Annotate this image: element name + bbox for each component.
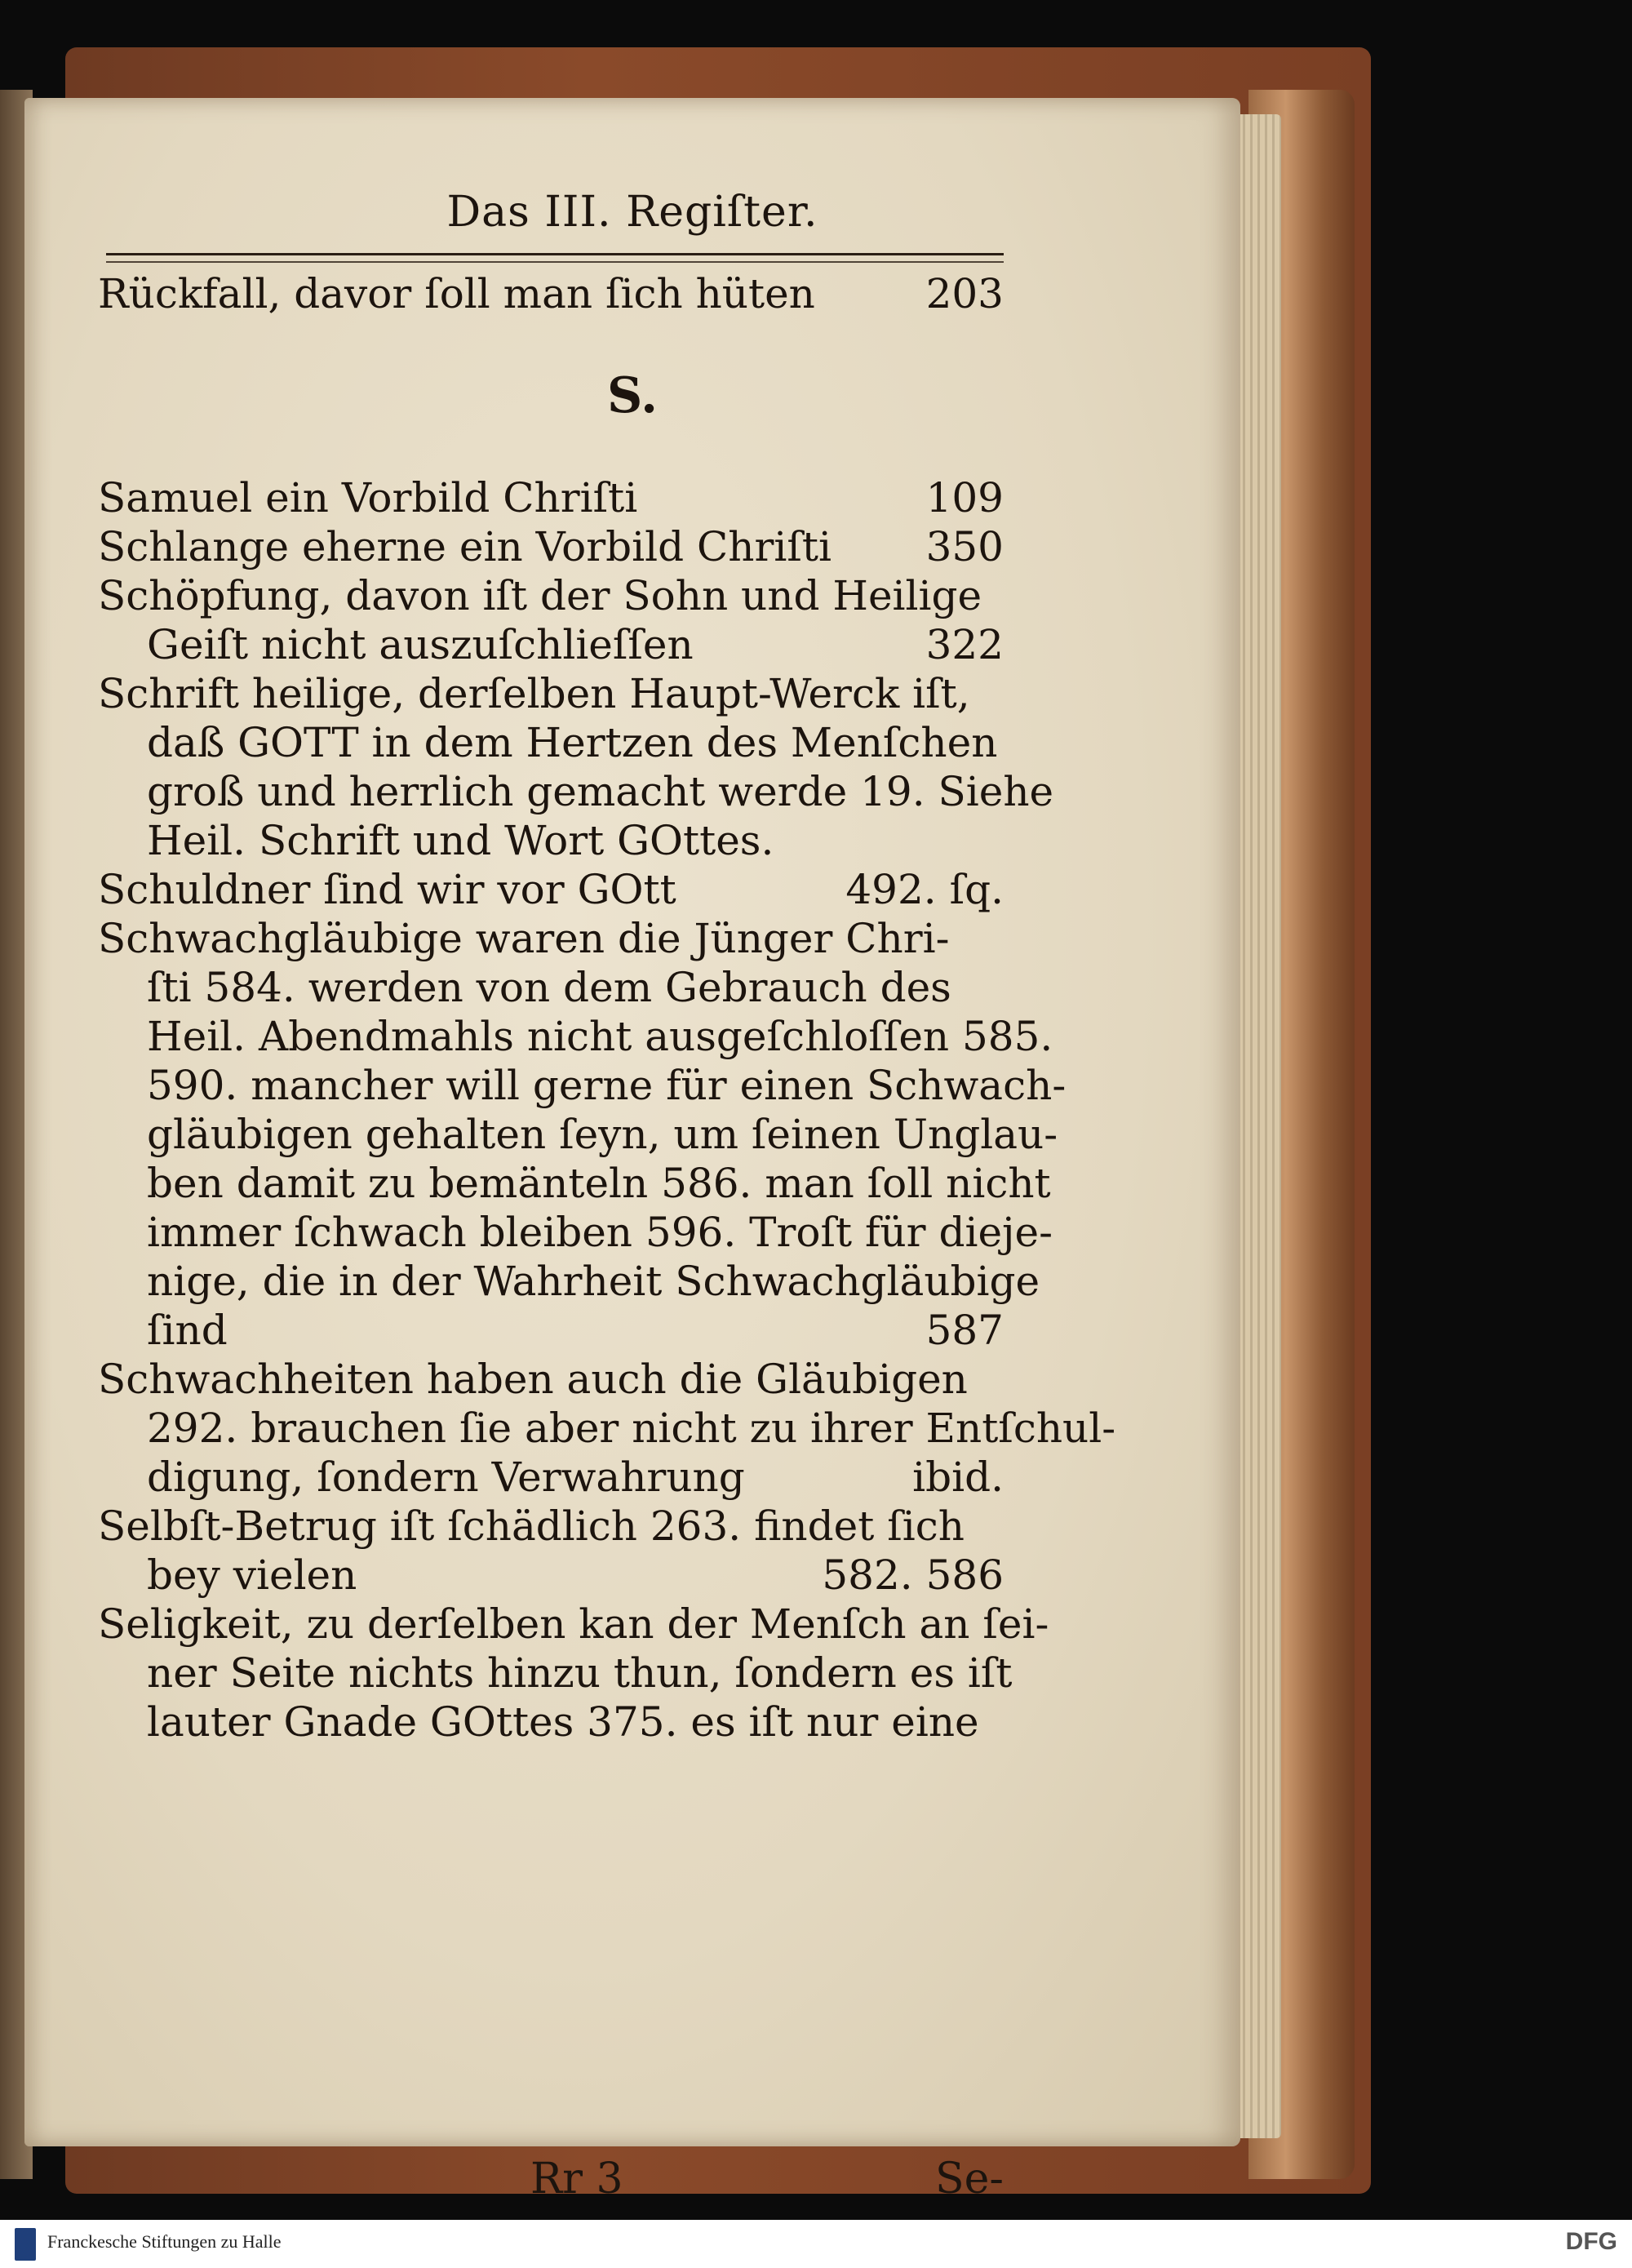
entry-text: groß und herrlich gemacht werde 19. Siehe [147, 768, 1054, 815]
register-entry-line [147, 816, 1004, 865]
entry-text: Schlange eherne ein Vorbild Chriſti [98, 523, 832, 570]
catchword: Se- [935, 2155, 1004, 2204]
header-rule [106, 253, 1004, 255]
entry-text: bey vielen [147, 1551, 357, 1599]
register-entry-line [98, 865, 1004, 914]
register-entry-line [147, 1698, 1004, 1746]
entry-text: Heil. Abendmahls nicht ausgeſchloſſen 585. [147, 1013, 1053, 1060]
entry-text: immer ſchwach bleiben 596. Troſt für dieje- [147, 1209, 1053, 1256]
signature-mark: Rr 3 [530, 2155, 623, 2204]
entry-text: Schrift heilige, derſelben Haupt-Werck iſt, [98, 670, 970, 717]
entry-text: nige, die in der Wahrheit Schwachgläubige [147, 1258, 1040, 1305]
register-entry-line [147, 1404, 1116, 1453]
register-entry-line [98, 571, 1004, 620]
register-entry-line [98, 269, 1004, 318]
entry-text: 292. brauchen ſie aber nicht zu ihrer Entſchul- [147, 1405, 1116, 1452]
entry-text: Rückfall, davor ſoll man ſich hüten [98, 270, 815, 317]
entry-text: ſti 584. werden von dem Gebrauch des [147, 964, 951, 1011]
entry-text: Schöpfung, davon iſt der Sohn und Heilige [98, 572, 982, 619]
entry-page-ref: 322 [925, 621, 1004, 668]
register-entry-line [147, 1012, 1053, 1061]
running-header: Das III. Regiſter. [446, 188, 818, 237]
entry-text: Heil. Schrift und Wort GOttes. [147, 817, 774, 864]
register-entry-line [98, 1600, 1049, 1649]
entry-text: Schwachheiten haben auch die Gläubigen [98, 1356, 968, 1403]
register-entry-line [147, 1306, 1004, 1355]
entry-text: 590. mancher will gerne für einen Schwach- [147, 1062, 1067, 1109]
entry-text: daß GOTT in dem Hertzen des Menſchen [147, 719, 998, 766]
entry-text: digung, ſondern Verwahrung [147, 1454, 745, 1501]
register-entry-line [147, 1208, 1053, 1257]
register-entry-line [147, 718, 1004, 767]
register-entry-line [147, 1453, 1004, 1502]
entry-page-ref: 109 [925, 474, 1004, 522]
register-entry-line [147, 620, 1004, 669]
entry-text: lauter Gnade GOttes 375. es iſt nur eine [147, 1698, 979, 1746]
entry-text: Samuel ein Vorbild Chriſti [98, 474, 638, 522]
entry-text: Schuldner ſind wir vor GOtt [98, 866, 676, 913]
section-letter: S. [606, 367, 659, 424]
entry-page-ref: ibid. [912, 1454, 1004, 1501]
register-entry-line [98, 473, 1004, 522]
register-entry-line [98, 522, 1004, 571]
register-entry-line [98, 669, 1004, 718]
register-entry-line [147, 1649, 1013, 1698]
register-entry-line [147, 1159, 1051, 1208]
register-entry-line [147, 1061, 1067, 1110]
register-entry-line [147, 1110, 1058, 1159]
entry-text: ſind [147, 1307, 228, 1354]
dfg-logo: DFG [1565, 2228, 1617, 2255]
entry-text: ben damit zu bemänteln 586. man ſoll nicht [147, 1160, 1051, 1207]
register-entry-line [147, 1257, 1040, 1306]
entry-text: ner Seite nichts hinzu thun, ſondern es iſt [147, 1649, 1013, 1697]
register-entry-line [98, 914, 1004, 963]
entry-page-ref: 587 [925, 1307, 1004, 1354]
book-page [24, 98, 1240, 2204]
entry-text: Seligkeit, zu derſelben kan der Menſch an ſei- [98, 1600, 1049, 1648]
entry-page-ref: 492. ſq. [845, 866, 1004, 913]
register-entry-line [98, 1355, 1004, 1404]
register-entry-line [147, 1551, 1004, 1600]
register-entry-line [147, 963, 1004, 1012]
viewer-footer [0, 2220, 1632, 2268]
header-rule-thin [106, 261, 1004, 263]
institution-logo-icon [15, 2228, 36, 2261]
entry-page-ref: 350 [925, 523, 1004, 570]
institution-name: Franckesche Stiftungen zu Halle [47, 2231, 282, 2252]
entry-text: Schwachgläubige waren die Jünger Chri- [98, 915, 950, 962]
entry-text: gläubigen gehalten ſeyn, um ſeinen Unglau- [147, 1111, 1058, 1158]
entry-text: Selbſt-Betrug iſt ſchädlich 263. findet ſich [98, 1502, 965, 1550]
register-entry-line [98, 1502, 1004, 1551]
register-entry-line [147, 767, 1054, 816]
entry-page-ref: 582. 586 [822, 1551, 1004, 1599]
entry-text: Geiſt nicht auszuſchlieſſen [147, 621, 694, 668]
entry-page-ref: 203 [925, 270, 1004, 317]
